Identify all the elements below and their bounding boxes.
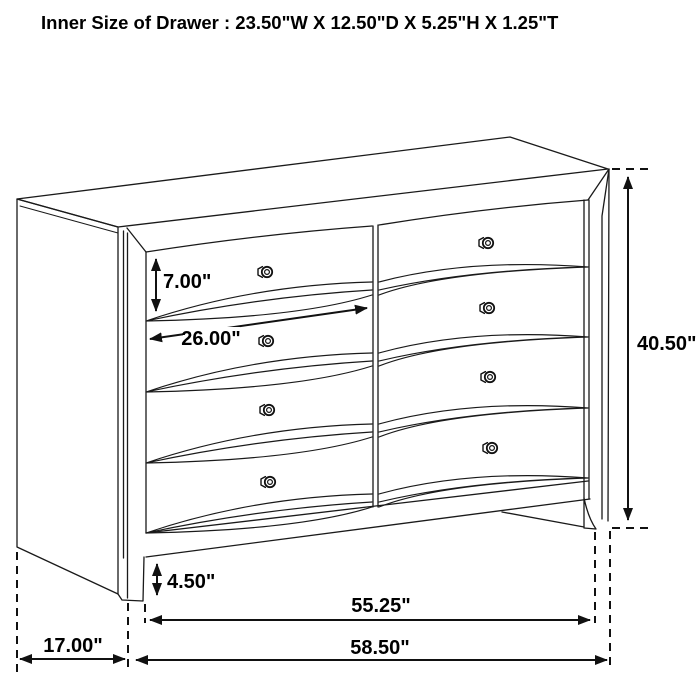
knob-icon	[259, 336, 273, 347]
dimension-arrows	[20, 177, 628, 660]
front-frame	[124, 169, 610, 598]
dresser-top-surface	[17, 137, 608, 227]
right-foot	[502, 498, 596, 529]
page-title: Inner Size of Drawer : 23.50"W X 12.50"D X 5.25"H X 1.25"T	[41, 12, 559, 33]
knob-icon	[481, 372, 495, 383]
drawer-pull-crescents-left	[146, 282, 372, 533]
knob-icon	[258, 267, 272, 278]
drawer-pull-crescents-right	[379, 265, 588, 507]
dimension-label-drawer-height: 7.00"	[163, 271, 212, 293]
left-foot	[118, 557, 144, 601]
knob-icon	[479, 238, 493, 249]
dresser-side-panel	[17, 199, 118, 594]
knob-icon	[261, 477, 275, 488]
knob-icon	[480, 303, 494, 314]
dimension-label-overall-width: 58.50"	[350, 637, 410, 659]
side-panel-bevel-line	[20, 206, 118, 233]
dimension-label-side-depth: 17.00"	[43, 635, 103, 657]
knob-icon	[260, 405, 274, 416]
bottom-rail	[146, 481, 590, 557]
dresser-drawing	[17, 137, 609, 601]
knob-icon	[483, 443, 497, 454]
dimension-label-drawer-width: 26.00"	[181, 328, 241, 350]
extension-lines	[17, 169, 654, 672]
dimension-label-base-height: 4.50"	[167, 571, 216, 593]
dimension-label-width-between-legs: 55.25"	[351, 595, 411, 617]
dimension-label-overall-height: 40.50"	[637, 333, 697, 355]
